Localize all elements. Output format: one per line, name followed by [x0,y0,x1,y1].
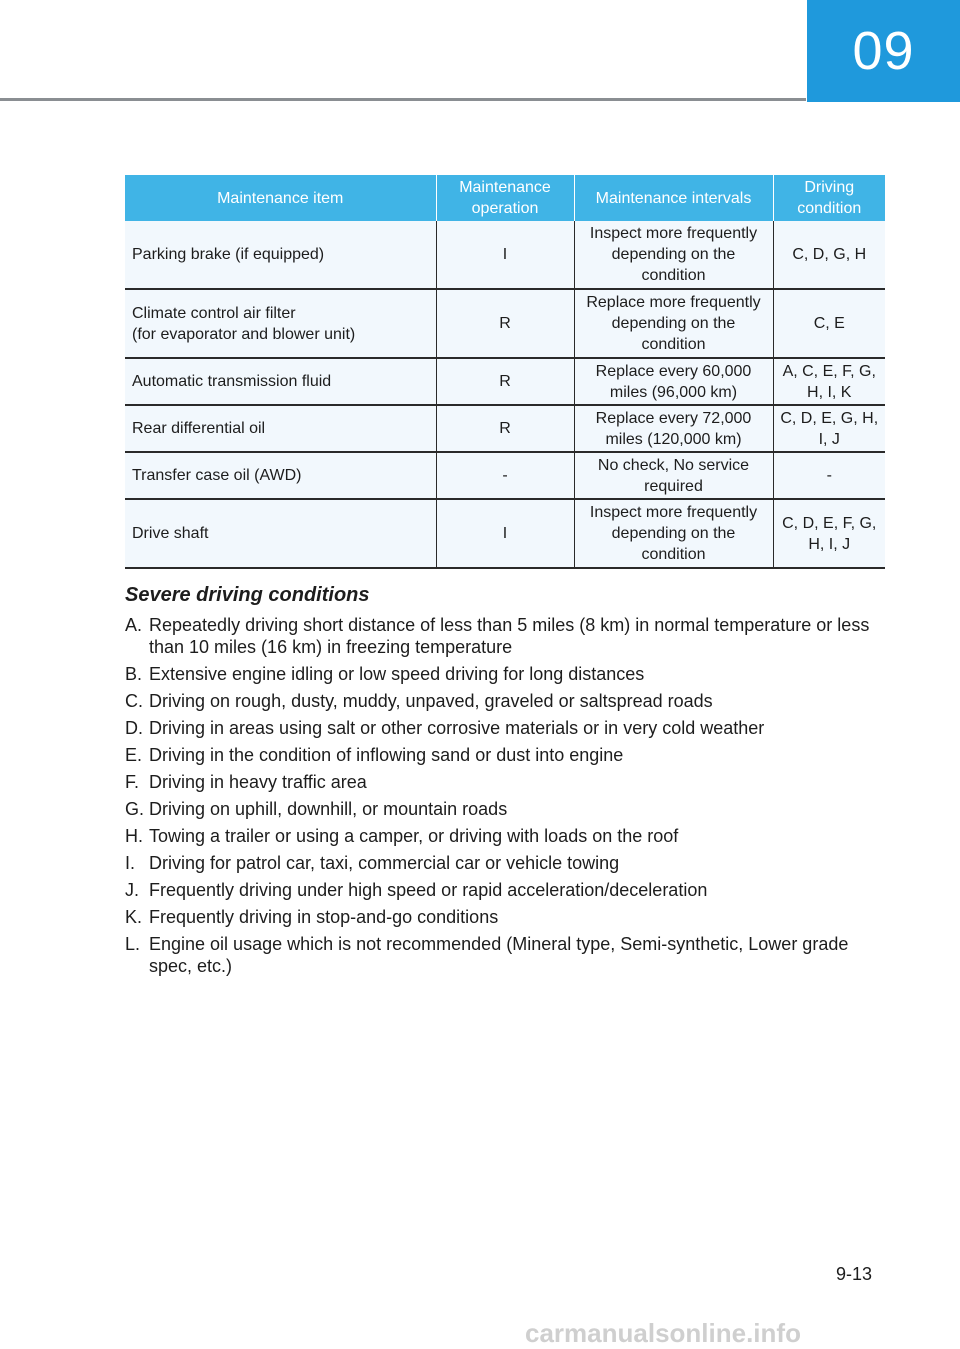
list-item [125,879,885,901]
item-letter: E. [125,745,143,765]
table-row [125,405,885,452]
cell-interval: Inspect more frequently depending on the condition [574,221,773,289]
list-item [125,663,885,685]
item-text: Repeatedly driving short distance of less than 5 miles (8 km) in normal temperature or less than 10 miles (16 km) in freezing temperature [149,615,870,657]
table-row [125,289,885,358]
item-letter: D. [125,718,143,738]
cell-operation: - [436,452,574,499]
column-header-item: Maintenance item [125,175,436,221]
cell-operation: R [436,358,574,405]
item-letter: A. [125,615,143,635]
cell-item: Transfer case oil (AWD) [125,452,436,499]
cell-condition: C, D, G, H [773,221,885,289]
item-letter: K. [125,907,143,927]
item-letter: L. [125,934,141,954]
column-header-condition: Driving condition [773,175,885,221]
column-header-operation: Maintenance operation [436,175,574,221]
cell-interval: Replace every 60,000 miles (96,000 km) [574,358,773,405]
cell-operation: R [436,289,574,358]
cell-interval: Replace more frequently depending on the condition [574,289,773,358]
chapter-tab: 09 [807,0,960,102]
cell-item: Rear differential oil [125,405,436,452]
item-text: Driving in heavy traffic area [149,772,367,792]
column-header-intervals: Maintenance intervals [574,175,773,221]
watermark: carmanualsonline.info [525,1318,801,1348]
cell-interval: No check, No service required [574,452,773,499]
cell-item: Parking brake (if equipped) [125,221,436,289]
table-row [125,358,885,405]
item-text: Frequently driving under high speed or rapid acceleration/deceleration [149,880,708,900]
list-item [125,717,885,739]
page-number: 9-13 [836,1264,873,1284]
list-item [125,690,885,712]
item-text: Driving on rough, dusty, muddy, unpaved, graveled or saltspread roads [149,691,713,711]
cell-condition: A, C, E, F, G, H, I, K [773,358,885,405]
item-letter: G. [125,799,145,819]
cell-interval: Inspect more frequently depending on the condition [574,499,773,568]
list-item [125,852,885,874]
cell-item: Climate control air filter (for evaporator and blower unit) [125,289,436,358]
item-text: Driving on uphill, downhill, or mountain roads [149,799,508,819]
list-item [125,771,885,793]
cell-operation: I [436,221,574,289]
item-letter: B. [125,664,143,684]
item-text: Engine oil usage which is not recommended (Mineral type, Semi-synthetic, Lower grade spec, etc.) [149,934,849,976]
maintenance-table [125,175,885,569]
list-item [125,614,885,658]
item-letter: H. [125,826,143,846]
cell-condition: C, D, E, G, H, I, J [773,405,885,452]
table-row [125,452,885,499]
cell-item: Automatic transmission fluid [125,358,436,405]
list-item [125,933,885,977]
item-text: Driving for patrol car, taxi, commercial car or vehicle towing [149,853,620,873]
list-item [125,906,885,928]
item-text: Driving in areas using salt or other corrosive materials or in very cold weather [149,718,765,738]
item-letter: J. [125,880,140,900]
item-text: Extensive engine idling or low speed driving for long distances [149,664,645,684]
list-item [125,825,885,847]
cell-interval: Replace every 72,000 miles (120,000 km) [574,405,773,452]
item-letter: I. [125,853,136,873]
item-text: Driving in the condition of inflowing sand or dust into engine [149,745,624,765]
item-text: Frequently driving in stop-and-go conditions [149,907,499,927]
list-item [125,744,885,766]
cell-condition: - [773,452,885,499]
section-title: Severe driving conditions [125,584,370,606]
table-row [125,499,885,568]
cell-operation: I [436,499,574,568]
table-row [125,221,885,289]
cell-condition: C, E [773,289,885,358]
severe-conditions-list [125,614,885,982]
table-header-row [125,175,885,221]
item-letter: C. [125,691,143,711]
header-rule [0,98,806,101]
cell-operation: R [436,405,574,452]
item-text: Towing a trailer or using a camper, or driving with loads on the roof [149,826,679,846]
item-letter: F. [125,772,140,792]
list-item [125,798,885,820]
cell-item: Drive shaft [125,499,436,568]
cell-condition: C, D, E, F, G, H, I, J [773,499,885,568]
